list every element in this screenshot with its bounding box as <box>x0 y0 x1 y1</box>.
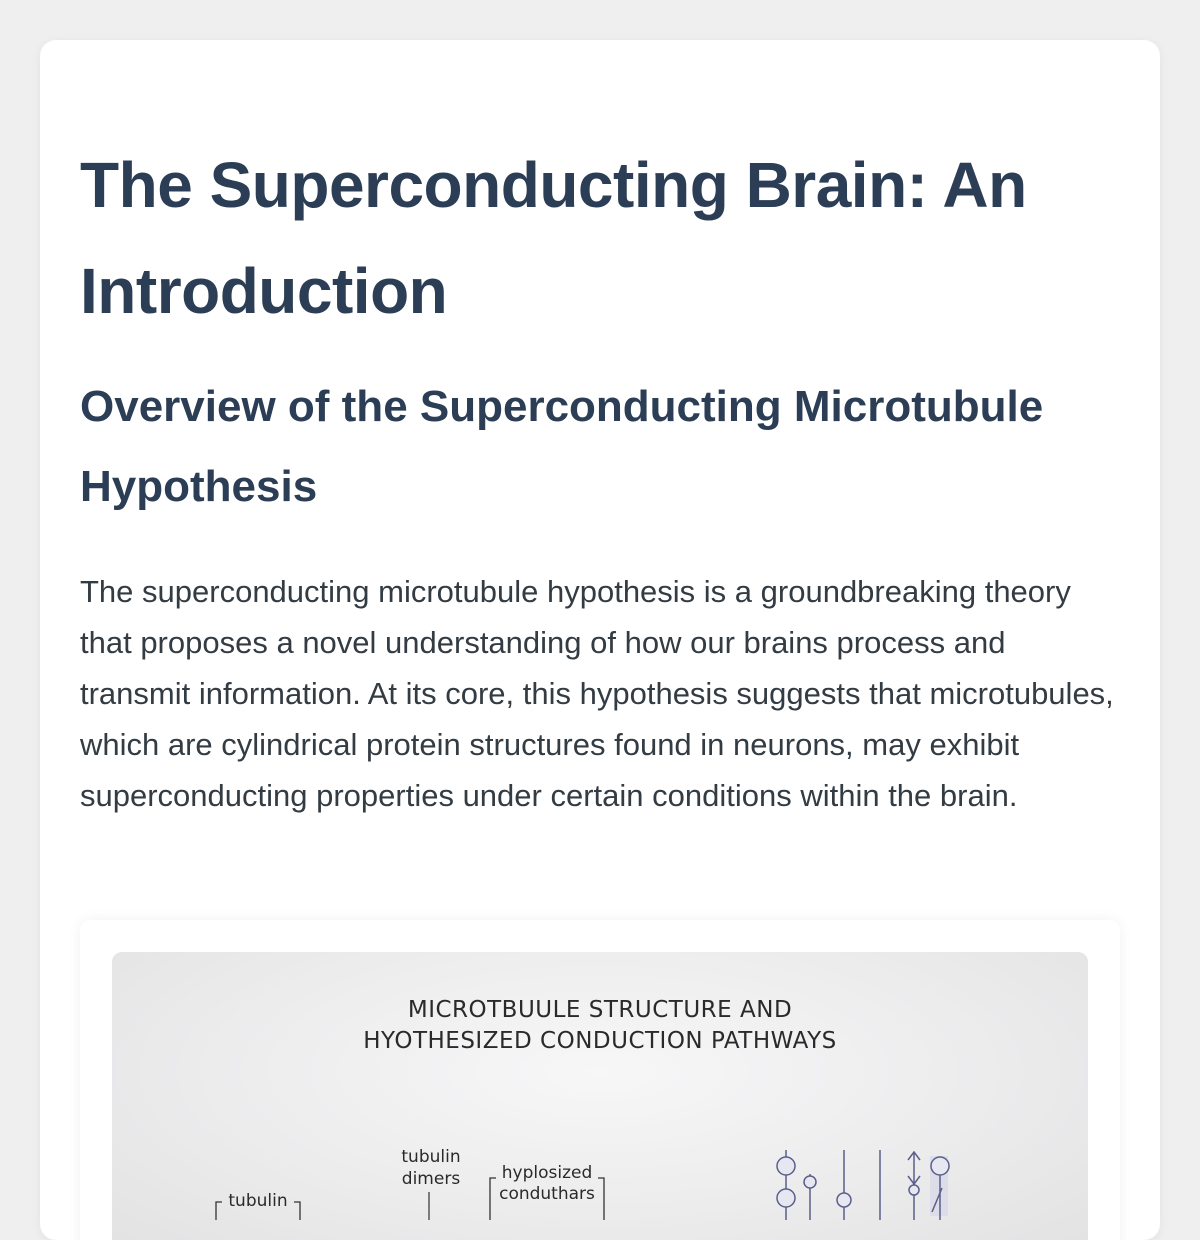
figure-title-line-1: MICROTBUULE STRUCTURE AND <box>407 997 793 1023</box>
figure-card <box>80 920 1120 1240</box>
tubulin-dimers-label-group <box>401 1147 460 1220</box>
tubulin-label-group <box>216 1191 300 1220</box>
intro-paragraph: The superconducting microtubule hypothesis is a groundbreaking theory that proposes a novel understanding of how our brains process and transmit information. At its core, this hypothesis suggests that microtubules, which are cylindrical protein structures found in neurons, may exhibit superconducting properties under certain conditions within the brain. <box>80 574 1114 813</box>
hyplosized-label-line-1: hyplosized <box>501 1163 593 1183</box>
figure-title-line-2: HYOTHESIZED CONDUCTION PATHWAYS <box>363 1028 837 1054</box>
microtubule-diagram <box>112 952 1088 1240</box>
tubulin-label: tubulin <box>228 1191 288 1211</box>
article-card <box>40 40 1160 1240</box>
tubulin-dimers-label-line-1: tubulin <box>401 1147 461 1167</box>
tubulin-dimers-label-line-2: dimers <box>401 1169 461 1189</box>
conduction-pathway-glyphs <box>777 1150 949 1220</box>
microtubule-figure-image <box>112 952 1088 1240</box>
hyplosized-label-line-2: conduthars <box>499 1184 595 1204</box>
page-title: The Superconducting Brain: An Introduction <box>80 149 1027 327</box>
section-heading: Overview of the Superconducting Microtubule Hypothesis <box>80 382 1044 511</box>
hyplosized-label-group <box>490 1163 604 1220</box>
